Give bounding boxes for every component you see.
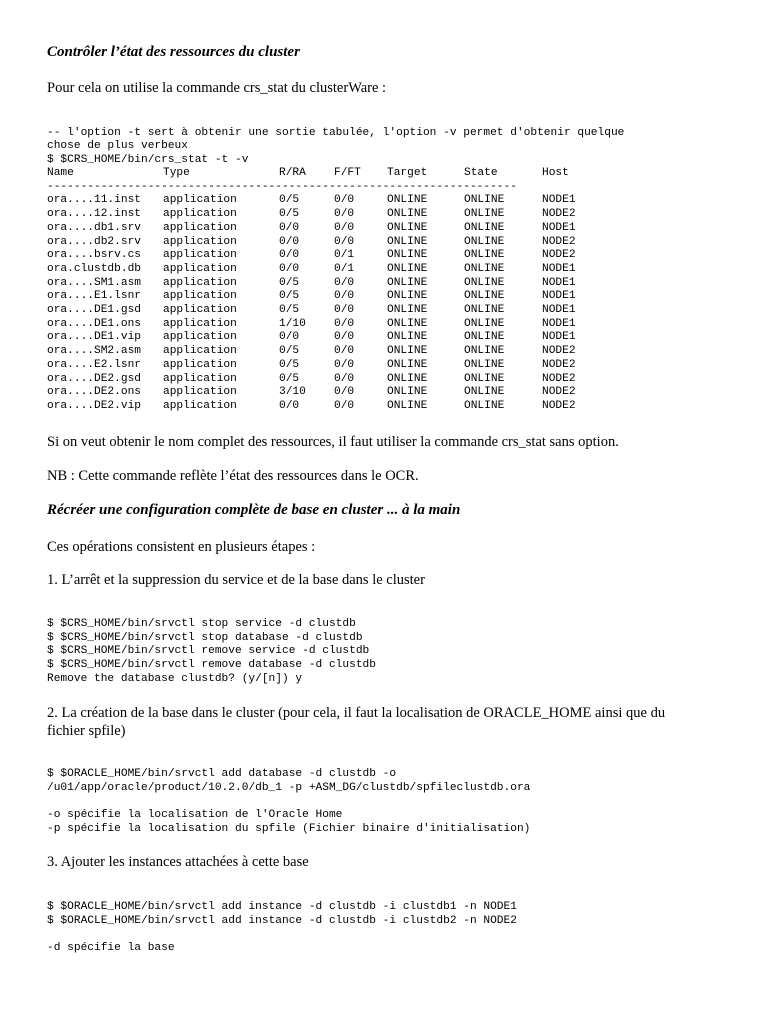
cell-state: ONLINE <box>464 221 505 234</box>
cell-state: ONLINE <box>464 208 505 221</box>
table-row <box>47 373 602 387</box>
cell-type: application <box>163 290 237 303</box>
step1-code-line-3: $ $CRS_HOME/bin/srvctl remove service -d clustdb <box>47 645 370 657</box>
cell-f-ft: 0/0 <box>334 276 355 289</box>
code-comment-line-2: chose de plus verbeux <box>47 140 188 152</box>
cell-f-ft: 0/1 <box>334 249 355 262</box>
cell-host: NODE1 <box>542 304 576 317</box>
cell-state: ONLINE <box>464 235 505 248</box>
cell-host: NODE1 <box>542 317 576 330</box>
cell-f-ft: 0/0 <box>334 221 355 234</box>
cell-name: ora....11.inst <box>47 194 141 207</box>
cell-type: application <box>163 194 237 207</box>
cell-r-ra: 0/5 <box>279 208 300 221</box>
cell-target: ONLINE <box>387 221 428 234</box>
cell-type: application <box>163 358 237 371</box>
table-row <box>47 345 602 359</box>
cell-f-ft: 0/0 <box>334 386 355 399</box>
cell-r-ra: 3/10 <box>279 386 306 399</box>
cell-state: ONLINE <box>464 331 505 344</box>
cell-type: application <box>163 235 237 248</box>
cell-r-ra: 1/10 <box>279 317 306 330</box>
table-row <box>47 236 602 250</box>
cell-type: application <box>163 208 237 221</box>
table-row <box>47 386 602 400</box>
cell-name: ora....db1.srv <box>47 221 141 234</box>
cell-target: ONLINE <box>387 304 428 317</box>
cell-type: application <box>163 399 237 412</box>
cell-host: NODE1 <box>542 262 576 275</box>
cell-state: ONLINE <box>464 262 505 275</box>
cell-r-ra: 0/5 <box>279 372 300 385</box>
cell-target: ONLINE <box>387 208 428 221</box>
cell-host: NODE1 <box>542 221 576 234</box>
cell-r-ra: 0/5 <box>279 304 300 317</box>
cell-host: NODE2 <box>542 399 576 412</box>
table-row <box>47 249 602 263</box>
table-separator-row <box>47 181 602 195</box>
header-name: Name <box>47 167 74 179</box>
cell-r-ra: 0/0 <box>279 221 300 234</box>
step3-code-line-2: $ $ORACLE_HOME/bin/srvctl add instance -d clustdb -i clustdb2 -n NODE2 <box>47 915 517 927</box>
cell-target: ONLINE <box>387 262 428 275</box>
cell-type: application <box>163 262 237 275</box>
cell-r-ra: 0/5 <box>279 358 300 371</box>
step2-title-line-2: fichier spfile) <box>47 723 126 739</box>
header-state: State <box>464 167 498 179</box>
section-intro: Pour cela on utilise la commande crs_stat du clusterWare : <box>47 80 387 96</box>
cell-target: ONLINE <box>387 345 428 358</box>
cell-target: ONLINE <box>387 194 428 207</box>
cell-type: application <box>163 249 237 262</box>
cell-name: ora.clustdb.db <box>47 262 141 275</box>
cell-target: ONLINE <box>387 290 428 303</box>
cell-name: ora....bsrv.cs <box>47 249 141 262</box>
cell-target: ONLINE <box>387 235 428 248</box>
cell-r-ra: 0/5 <box>279 276 300 289</box>
cell-r-ra: 0/0 <box>279 249 300 262</box>
table-row <box>47 277 602 291</box>
cell-host: NODE2 <box>542 386 576 399</box>
note-full-names: Si on veut obtenir le nom complet des ressources, il faut utiliser la commande crs_stat sans option. <box>47 434 619 450</box>
cell-type: application <box>163 386 237 399</box>
cell-state: ONLINE <box>464 345 505 358</box>
cell-target: ONLINE <box>387 249 428 262</box>
cell-r-ra: 0/0 <box>279 399 300 412</box>
cell-f-ft: 0/0 <box>334 317 355 330</box>
cell-f-ft: 0/0 <box>334 235 355 248</box>
separator-line: ---------------------------------------------------------------------- <box>47 180 517 193</box>
cell-r-ra: 0/0 <box>279 331 300 344</box>
cell-state: ONLINE <box>464 386 505 399</box>
cell-target: ONLINE <box>387 358 428 371</box>
cell-name: ora....E1.lsnr <box>47 290 141 303</box>
cell-type: application <box>163 221 237 234</box>
step3-note-1: -d spécifie la base <box>47 942 175 954</box>
cell-type: application <box>163 345 237 358</box>
cell-target: ONLINE <box>387 331 428 344</box>
table-row <box>47 194 602 208</box>
cell-host: NODE1 <box>542 331 576 344</box>
crs-stat-table <box>47 167 602 414</box>
step2-note-2: -p spécifie la localisation du spfile (Fichier binaire d'initialisation) <box>47 823 531 835</box>
cell-state: ONLINE <box>464 249 505 262</box>
table-row <box>47 318 602 332</box>
cell-host: NODE2 <box>542 235 576 248</box>
section-title-recreate-config: Récréer une configuration complète de base en cluster ... à la main <box>47 502 461 518</box>
cell-f-ft: 0/0 <box>334 304 355 317</box>
cell-type: application <box>163 276 237 289</box>
header-f-ft: F/FT <box>334 167 361 179</box>
cell-f-ft: 0/0 <box>334 399 355 412</box>
table-row <box>47 400 602 414</box>
cell-host: NODE1 <box>542 290 576 303</box>
cell-state: ONLINE <box>464 304 505 317</box>
cell-target: ONLINE <box>387 276 428 289</box>
cell-name: ora....DE1.vip <box>47 331 141 344</box>
cell-f-ft: 0/0 <box>334 372 355 385</box>
cell-state: ONLINE <box>464 372 505 385</box>
cell-name: ora....DE2.vip <box>47 399 141 412</box>
cell-f-ft: 0/1 <box>334 262 355 275</box>
cell-r-ra: 0/0 <box>279 235 300 248</box>
header-host: Host <box>542 167 569 179</box>
cell-type: application <box>163 304 237 317</box>
cell-state: ONLINE <box>464 358 505 371</box>
cell-name: ora....DE2.gsd <box>47 372 141 385</box>
step3-title: 3. Ajouter les instances attachées à cette base <box>47 854 309 870</box>
cell-target: ONLINE <box>387 317 428 330</box>
cell-name: ora....db2.srv <box>47 235 141 248</box>
header-r-ra: R/RA <box>279 167 306 179</box>
cell-f-ft: 0/0 <box>334 194 355 207</box>
cell-host: NODE2 <box>542 358 576 371</box>
cell-host: NODE2 <box>542 372 576 385</box>
step2-title-line-1: 2. La création de la base dans le cluster (pour cela, il faut la localisation de ORACLE_HOME ainsi que du <box>47 705 666 721</box>
cell-f-ft: 0/0 <box>334 290 355 303</box>
cell-r-ra: 0/5 <box>279 194 300 207</box>
cell-name: ora....SM2.asm <box>47 345 141 358</box>
section2-intro: Ces opérations consistent en plusieurs étapes : <box>47 539 316 555</box>
header-target: Target <box>387 167 428 179</box>
cell-r-ra: 0/0 <box>279 262 300 275</box>
table-row <box>47 290 602 304</box>
cell-host: NODE2 <box>542 249 576 262</box>
cell-f-ft: 0/0 <box>334 358 355 371</box>
step1-code-line-2: $ $CRS_HOME/bin/srvctl stop database -d clustdb <box>47 632 363 644</box>
step3-code-line-1: $ $ORACLE_HOME/bin/srvctl add instance -d clustdb -i clustdb1 -n NODE1 <box>47 901 517 913</box>
cell-target: ONLINE <box>387 399 428 412</box>
cell-f-ft: 0/0 <box>334 208 355 221</box>
table-row <box>47 304 602 318</box>
cell-target: ONLINE <box>387 372 428 385</box>
cell-f-ft: 0/0 <box>334 331 355 344</box>
cell-state: ONLINE <box>464 399 505 412</box>
header-type: Type <box>163 167 190 179</box>
cell-name: ora....DE2.ons <box>47 386 141 399</box>
table-row <box>47 359 602 373</box>
cell-host: NODE1 <box>542 194 576 207</box>
cell-state: ONLINE <box>464 317 505 330</box>
cell-name: ora....SM1.asm <box>47 276 141 289</box>
code-comment-line-1: -- l'option -t sert à obtenir une sortie tabulée, l'option -v permet d'obtenir quelque <box>47 127 625 139</box>
table-row <box>47 208 602 222</box>
cell-host: NODE2 <box>542 345 576 358</box>
cell-host: NODE1 <box>542 276 576 289</box>
cell-r-ra: 0/5 <box>279 345 300 358</box>
cell-type: application <box>163 331 237 344</box>
cell-host: NODE2 <box>542 208 576 221</box>
code-command: $ $CRS_HOME/bin/crs_stat -t -v <box>47 154 249 166</box>
step1-code-line-1: $ $CRS_HOME/bin/srvctl stop service -d clustdb <box>47 618 356 630</box>
cell-type: application <box>163 372 237 385</box>
step2-code-line-2: /u01/app/oracle/product/10.2.0/db_1 -p +ASM_DG/clustdb/spfileclustdb.ora <box>47 782 531 794</box>
cell-f-ft: 0/0 <box>334 345 355 358</box>
cell-name: ora....DE1.ons <box>47 317 141 330</box>
cell-state: ONLINE <box>464 276 505 289</box>
step1-code-line-4: $ $CRS_HOME/bin/srvctl remove database -d clustdb <box>47 659 376 671</box>
step1-code-line-5: Remove the database clustdb? (y/[n]) y <box>47 673 303 685</box>
table-body <box>47 194 602 413</box>
cell-name: ora....DE1.gsd <box>47 304 141 317</box>
table-row <box>47 331 602 345</box>
cell-name: ora....E2.lsnr <box>47 358 141 371</box>
cell-target: ONLINE <box>387 386 428 399</box>
table-row <box>47 263 602 277</box>
section-title-cluster-status: Contrôler l’état des ressources du cluster <box>47 44 300 60</box>
cell-state: ONLINE <box>464 290 505 303</box>
cell-type: application <box>163 317 237 330</box>
cell-state: ONLINE <box>464 194 505 207</box>
note-ocr: NB : Cette commande reflète l’état des ressources dans le OCR. <box>47 468 419 484</box>
cell-name: ora....12.inst <box>47 208 141 221</box>
step1-title: 1. L’arrêt et la suppression du service et de la base dans le cluster <box>47 572 425 588</box>
cell-r-ra: 0/5 <box>279 290 300 303</box>
table-header-row <box>47 167 602 181</box>
step2-code-line-1: $ $ORACLE_HOME/bin/srvctl add database -d clustdb -o <box>47 768 397 780</box>
step2-note-1: -o spécifie la localisation de l'Oracle Home <box>47 809 343 821</box>
table-row <box>47 222 602 236</box>
